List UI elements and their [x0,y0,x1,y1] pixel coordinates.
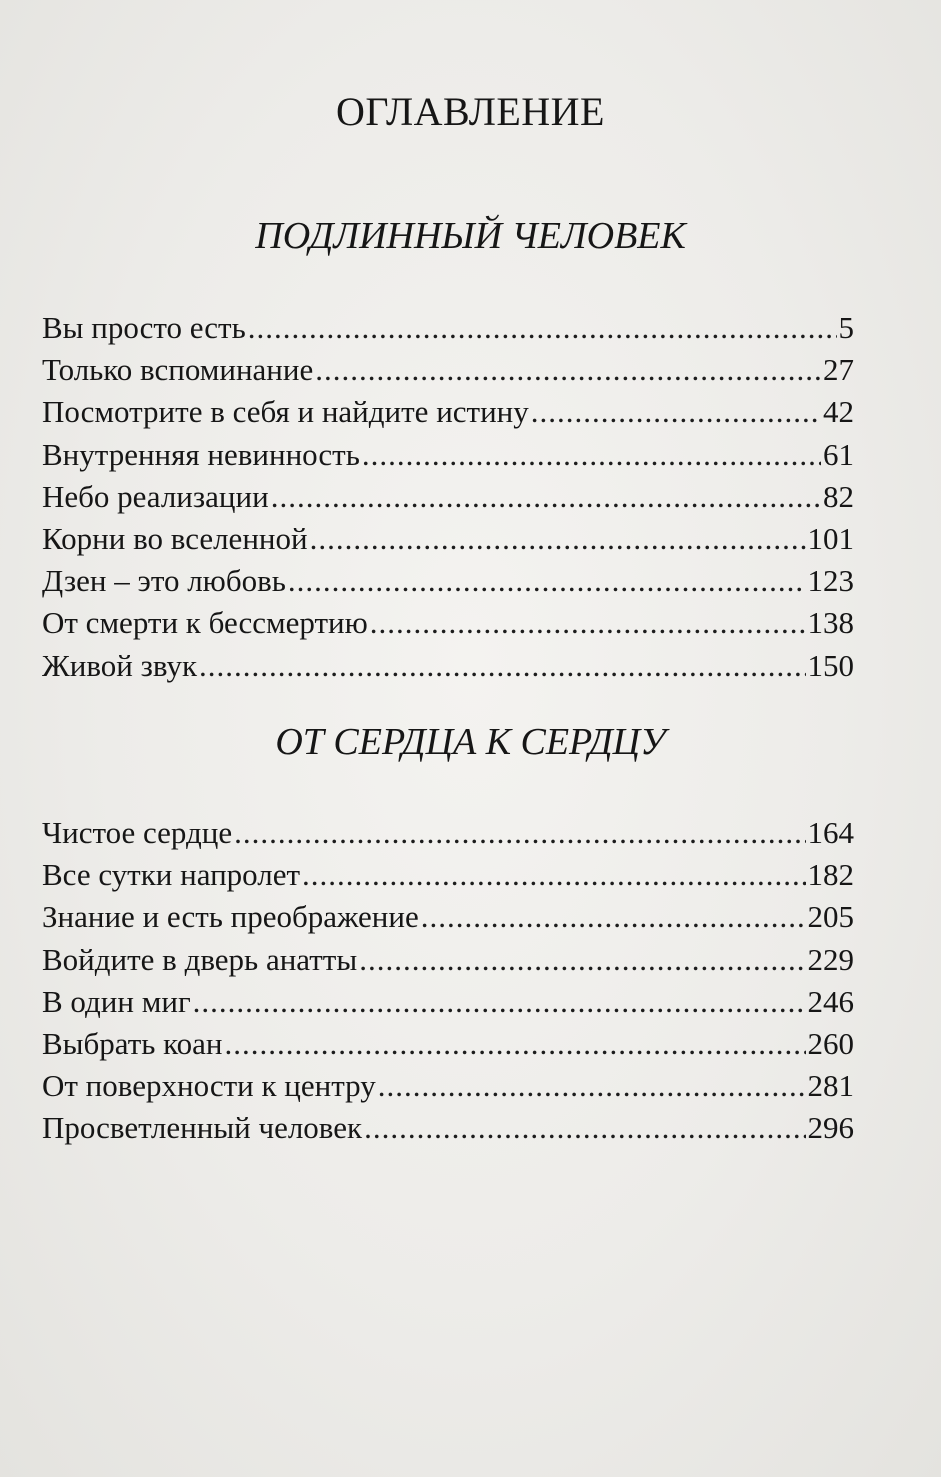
toc-entry [42,391,854,433]
section-title-2: ОТ СЕРДЦА К СЕРДЦУ [275,721,666,763]
dot-leader [315,349,821,391]
toc-entry-title: От поверхности к центру [42,1068,376,1104]
toc-entry [42,939,854,981]
toc-entry [42,476,854,518]
toc-entry [42,1107,854,1149]
toc-entry [42,1023,854,1065]
dot-leader [359,939,805,981]
toc-entry [42,1065,854,1107]
toc-entry-page-number: 246 [807,983,854,1019]
toc-entry-page-number: 5 [838,310,854,345]
toc-section-1-list [42,307,854,687]
dot-leader [421,896,806,938]
dot-leader [199,645,805,687]
dot-leader [248,307,837,349]
toc-entry [42,307,854,349]
toc-entry-page-number: 138 [807,605,854,641]
dot-leader [234,812,805,854]
toc-entry-title: Посмотрите в себя и найдите истину [42,394,529,430]
toc-entry-title: Внутренняя невинность [42,436,360,472]
dot-leader [225,1023,806,1065]
toc-entry-title: Просветленный человек [42,1110,363,1146]
toc-entry-title: Все сутки напролет [42,857,301,893]
toc-entry-page-number: 205 [807,899,854,935]
toc-entry [42,896,854,938]
dot-leader [378,1065,806,1107]
dot-leader [288,560,806,602]
toc-entry [42,854,854,896]
toc-entry-page-number: 101 [807,520,854,556]
toc-entry [42,518,854,560]
toc-entry-page-number: 61 [823,436,854,472]
toc-entry-page-number: 281 [807,1068,854,1104]
toc-entry-title: Знание и есть преображение [42,899,419,935]
toc-entry-title: От смерти к бессмертию [42,605,368,641]
toc-entry-title: Дзен – это любовь [42,563,286,599]
toc-entry-title: Выбрать коан [42,1025,223,1061]
toc-entry [42,434,854,476]
toc-entry-title: Живой звук [42,647,198,683]
dot-leader [370,602,806,644]
toc-entry-title: Вы просто есть [42,310,246,345]
toc-entry-page-number: 42 [823,394,854,430]
dot-leader [531,391,821,433]
dot-leader [271,476,821,518]
toc-entry-title: Только вспоминание [42,352,314,388]
toc-entry-title: Чистое сердце [42,815,233,850]
toc-entry-title: Войдите в дверь анатты [42,941,358,977]
dot-leader [193,981,806,1023]
dot-leader [364,1107,805,1149]
toc-entry [42,349,854,391]
toc-entry [42,560,854,602]
toc-entry-page-number: 260 [807,1025,854,1061]
toc-entry-page-number: 229 [807,941,854,977]
dot-leader [362,434,821,476]
dot-leader [310,518,806,560]
toc-entry-title: В один миг [42,983,191,1019]
toc-entry-title: Небо реализации [42,478,269,514]
toc-entry-page-number: 82 [823,478,854,514]
toc-entry-title: Корни во вселенной [42,520,308,556]
section-title-1: ПОДЛИННЫЙ ЧЕЛОВЕК [255,215,686,257]
toc-entry [42,981,854,1023]
toc-entry-page-number: 164 [807,815,854,850]
toc-entry-page-number: 296 [807,1110,854,1146]
toc-entry-page-number: 182 [807,857,854,893]
toc-entry-page-number: 150 [807,647,854,683]
toc-entry [42,812,854,854]
toc-entry [42,645,854,687]
toc-entry-page-number: 123 [807,563,854,599]
toc-section-2-list [42,812,854,1150]
toc-entry [42,602,854,644]
toc-entry-page-number: 27 [823,352,854,388]
dot-leader [302,854,805,896]
page-title: ОГЛАВЛЕНИЕ [336,89,605,134]
